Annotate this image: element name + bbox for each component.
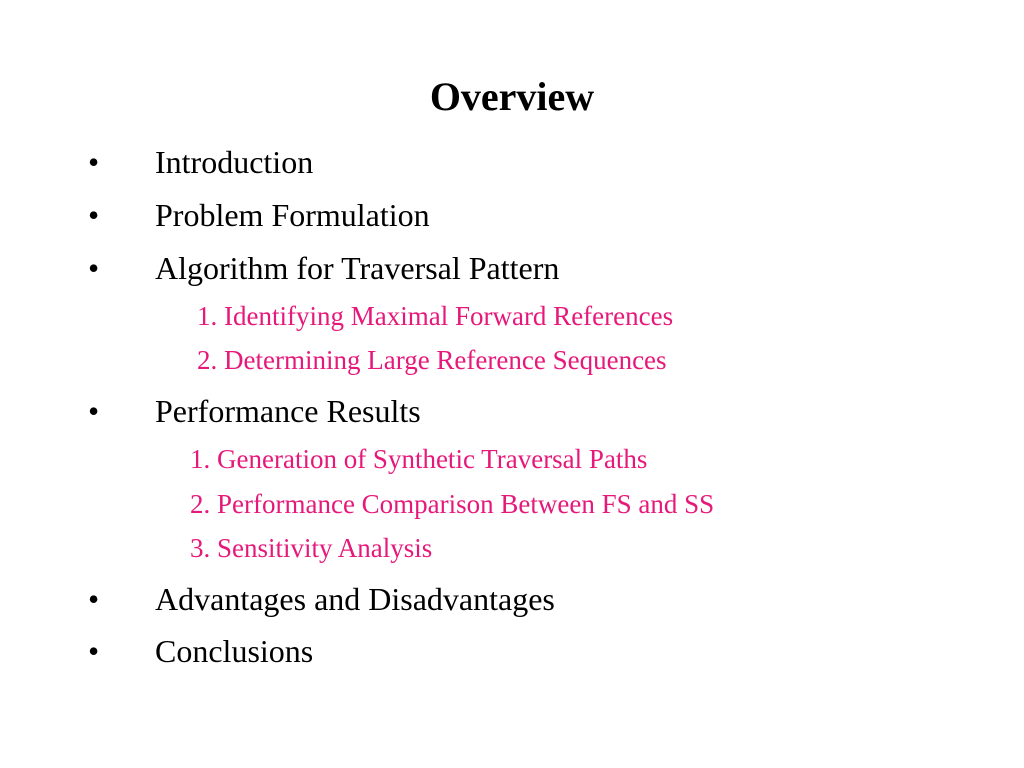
bullet-item-advantages	[88, 579, 555, 619]
bullet-item-problem-formulation	[88, 195, 430, 235]
bullet-icon: •	[88, 581, 100, 617]
bullet-label: Advantages and Disadvantages	[155, 581, 555, 617]
sub-item: 1. Identifying Maximal Forward References	[197, 301, 674, 331]
slide-title: Overview	[429, 74, 595, 119]
bullet-icon: •	[88, 633, 100, 669]
bullet-label: Performance Results	[155, 393, 421, 429]
sub-item: 2. Performance Comparison Between FS and SS	[190, 489, 715, 519]
bullet-label: Problem Formulation	[155, 197, 430, 233]
bullet-label: Conclusions	[155, 633, 314, 669]
bullet-label: Algorithm for Traversal Pattern	[155, 250, 560, 286]
bullet-label: Introduction	[155, 144, 314, 180]
bullet-item-conclusions	[88, 631, 313, 671]
bullet-icon: •	[88, 144, 100, 180]
bullet-item-algorithm	[88, 248, 559, 288]
bullet-icon: •	[88, 393, 100, 429]
bullet-item-introduction	[88, 142, 313, 182]
bullet-icon: •	[88, 197, 100, 233]
sub-item: 1. Generation of Synthetic Traversal Paths	[190, 444, 648, 474]
sub-item: 3. Sensitivity Analysis	[190, 533, 433, 563]
sub-item: 2. Determining Large Reference Sequences	[197, 345, 667, 375]
bullet-item-performance-results	[88, 391, 421, 431]
bullet-icon: •	[88, 250, 100, 286]
